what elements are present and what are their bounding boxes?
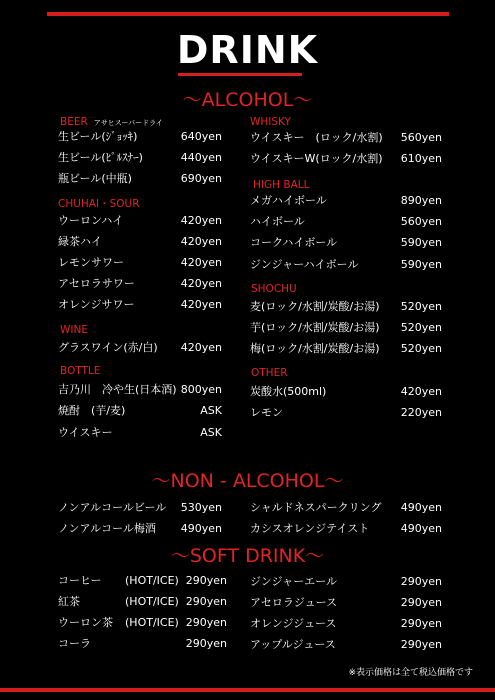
menu-item-name: 紅茶: [58, 595, 80, 608]
category-label: BEER: [60, 116, 88, 128]
title-underline: [178, 73, 302, 76]
menu-item-price: 490yen: [400, 522, 442, 535]
menu-item-price: 520yen: [400, 300, 442, 313]
menu-item-name: 生ビール(ｼﾞｮｯｷ): [58, 130, 138, 143]
menu-item-name: ハイボール: [250, 215, 305, 228]
section-non-alcohol: 〜NON - ALCOHOL〜: [151, 470, 344, 492]
menu-item-price: 530yen: [180, 501, 222, 514]
menu-item-name: アセロラジュース: [250, 596, 338, 609]
menu-item-price: 220yen: [400, 406, 442, 419]
menu-item-name: メガハイボール: [250, 194, 327, 207]
menu-item-price: 560yen: [400, 215, 442, 228]
menu-item-price: ASK: [200, 426, 222, 439]
category-bottle: BOTTLE: [60, 365, 101, 377]
menu-item-option: (HOT/ICE): [125, 574, 179, 587]
menu-item-name: カシスオレンジテイスト: [250, 522, 370, 535]
menu-item-name: ノンアルコール梅酒: [58, 522, 156, 535]
menu-item-price: 290yen: [400, 617, 442, 630]
menu-item-price: 290yen: [185, 595, 227, 608]
menu-item-price: 420yen: [180, 256, 222, 269]
section-soft-drink: 〜SOFT DRINK〜: [170, 545, 325, 567]
tax-note: ※表示価格は全て税込価格です: [348, 668, 473, 678]
page-title: DRINK: [176, 28, 319, 72]
menu-item-name: ウーロン茶: [58, 616, 113, 629]
menu-item-price: 520yen: [400, 321, 442, 334]
menu-item-name: レモン: [250, 406, 283, 419]
menu-item-name: 焼酎 (芋/麦): [58, 404, 126, 417]
category-other: OTHER: [251, 367, 288, 379]
menu-item-name: 麦(ロック/水割/炭酸/お湯): [250, 300, 380, 313]
bottom-rule: [0, 688, 495, 692]
menu-item-option: (HOT/ICE): [125, 616, 179, 629]
menu-item-price: 420yen: [180, 298, 222, 311]
menu-item-name: 芋(ロック/水割/炭酸/お湯): [250, 321, 380, 334]
menu-item-name: オレンジサワー: [58, 298, 135, 311]
menu-item-name: ウイスキーW(ロック/水割): [250, 152, 383, 165]
menu-item-name: シャルドネスパークリング: [250, 501, 382, 514]
menu-item-name: 吉乃川 冷や生(日本酒): [58, 383, 177, 396]
category-beer: [60, 116, 163, 130]
menu-item-name: アップルジュース: [250, 638, 336, 651]
menu-item-price: 290yen: [400, 596, 442, 609]
menu-item-name: ウイスキー: [58, 426, 113, 439]
category-highball: HIGH BALL: [253, 179, 310, 191]
menu-item-price: 610yen: [400, 152, 442, 165]
menu-item-name: ジンジャーエール: [250, 575, 338, 588]
menu-item-name: コーヒー: [58, 574, 102, 587]
menu-item-price: 490yen: [400, 501, 442, 514]
menu-item-name: 梅(ロック/水割/炭酸/お湯): [250, 342, 380, 355]
menu-item-name: 瓶ビール(中瓶): [58, 172, 132, 185]
menu-item-price: 420yen: [180, 341, 222, 354]
menu-item-price: ASK: [200, 404, 222, 417]
menu-item-name: オレンジジュース: [250, 617, 337, 630]
menu-item-name: ウーロンハイ: [58, 214, 124, 227]
category-wine: WINE: [60, 324, 88, 336]
category-shochu: SHOCHU: [251, 283, 297, 295]
menu-item-price: 590yen: [400, 236, 442, 249]
menu-item-price: 290yen: [185, 637, 227, 650]
menu-item-name: レモンサワー: [58, 256, 124, 269]
menu-item-price: 800yen: [180, 383, 222, 396]
menu-item-price: 420yen: [180, 277, 222, 290]
menu-item-price: 290yen: [400, 575, 442, 588]
menu-item-name: アセロラサワー: [58, 277, 135, 290]
menu-item-price: 290yen: [185, 616, 227, 629]
menu-item-price: 890yen: [400, 194, 442, 207]
menu-item-price: 590yen: [400, 258, 442, 271]
menu-item-price: 290yen: [185, 574, 227, 587]
menu-item-name: コーラ: [58, 637, 91, 650]
menu-item-name: ノンアルコールビール: [58, 501, 167, 514]
category-sublabel: アサヒスーパードライ: [93, 119, 163, 127]
menu-item-name: コークハイボール: [250, 236, 338, 249]
menu-item-price: 420yen: [400, 385, 442, 398]
menu-item-price: 490yen: [180, 522, 222, 535]
section-alcohol: 〜ALCOHOL〜: [182, 89, 313, 111]
menu-item-price: 420yen: [180, 214, 222, 227]
menu-item-price: 640yen: [180, 130, 222, 143]
menu-item-name: 生ビール(ﾋﾟﾙｽﾅｰ): [58, 151, 143, 164]
category-whisky: WHISKY: [250, 116, 291, 128]
category-chuhai: CHUHAI・SOUR: [58, 198, 140, 210]
menu-item-name: ウイスキー (ロック/水割): [250, 131, 383, 144]
menu-item-price: 290yen: [400, 638, 442, 651]
menu-item-price: 690yen: [180, 172, 222, 185]
menu-item-name: ジンジャーハイボール: [250, 258, 359, 271]
menu-item-price: 420yen: [180, 235, 222, 248]
top-rule: [47, 12, 449, 16]
menu-item-option: (HOT/ICE): [125, 595, 179, 608]
menu-item-name: 炭酸水(500ml): [250, 385, 327, 398]
menu-item-price: 440yen: [180, 151, 222, 164]
menu-item-name: 緑茶ハイ: [58, 235, 102, 248]
menu-item-price: 520yen: [400, 342, 442, 355]
menu-item-name: グラスワイン(赤/白): [58, 341, 158, 354]
menu-item-price: 560yen: [400, 131, 442, 144]
